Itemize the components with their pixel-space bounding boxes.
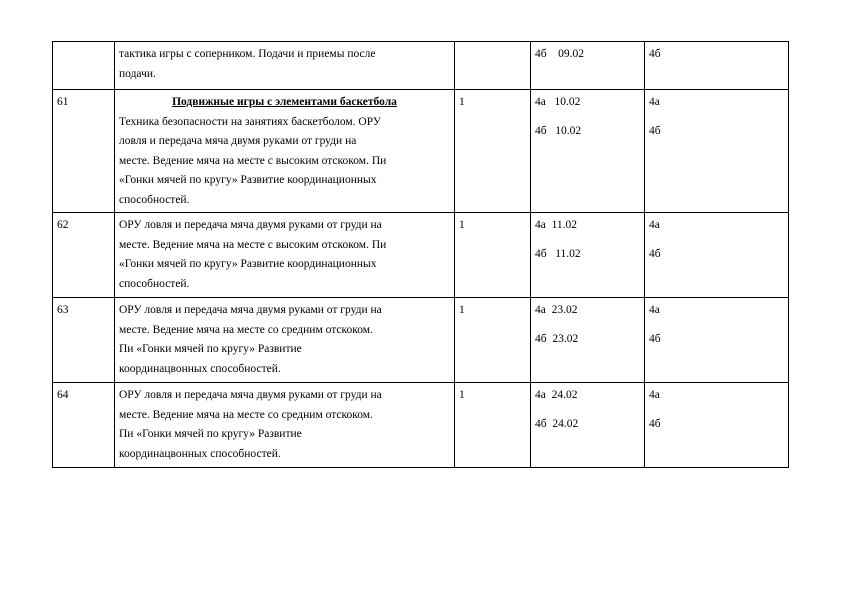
date-cell bbox=[531, 213, 645, 298]
topic-line: ловля и передача мяча двумя руками от груди на bbox=[119, 135, 357, 147]
class-entry: 4б bbox=[649, 124, 661, 137]
hours-cell: 1 bbox=[455, 383, 531, 468]
date-entry: 4б 24.02 bbox=[535, 417, 579, 430]
topic-line: Пи «Гонки мячей по кругу» Развитие bbox=[119, 343, 302, 355]
lesson-number-cell: 63 bbox=[53, 298, 115, 383]
lesson-topic-cell bbox=[115, 298, 455, 383]
topic-line: Пи «Гонки мячей по кругу» Развитие bbox=[119, 428, 302, 440]
hours-cell: 1 bbox=[455, 90, 531, 213]
date-cell bbox=[531, 90, 645, 213]
topic-line: Техника безопасности на занятиях баскетболом. ОРУ bbox=[119, 115, 381, 128]
lesson-number-cell: 62 bbox=[53, 213, 115, 298]
class-entry: 4б bbox=[649, 332, 661, 345]
lesson-topic-cell bbox=[115, 383, 455, 468]
date-cell bbox=[531, 383, 645, 468]
date-entry: 4б 09.02 bbox=[535, 48, 584, 60]
date-entry: 4а 24.02 bbox=[535, 389, 578, 401]
class-entry: 4а bbox=[649, 96, 660, 108]
hours-cell bbox=[455, 42, 531, 90]
lesson-number-cell: 64 bbox=[53, 383, 115, 468]
topic-line: способностей. bbox=[119, 277, 190, 290]
topic-line: месте. Ведение мяча на месте с высоким отскоком. Пи bbox=[119, 154, 387, 167]
table-row bbox=[53, 213, 789, 298]
class-entry: 4б bbox=[649, 48, 661, 60]
table-row bbox=[53, 90, 789, 213]
hours-cell: 1 bbox=[455, 213, 531, 298]
class-entry: 4б bbox=[649, 247, 661, 260]
topic-line: тактика игры с соперником. Подачи и приемы после bbox=[119, 48, 376, 60]
lesson-number-cell: 61 bbox=[53, 90, 115, 213]
lesson-topic-cell bbox=[115, 213, 455, 298]
class-entry: 4а bbox=[649, 389, 660, 401]
topic-line: месте. Ведение мяча на месте с высоким отскоком. Пи bbox=[119, 238, 387, 251]
date-entry: 4б 11.02 bbox=[535, 247, 581, 260]
lesson-topic-cell bbox=[115, 42, 455, 90]
topic-line: координацвонных способностей. bbox=[119, 447, 281, 460]
date-entry: 4а 10.02 bbox=[535, 96, 581, 108]
topic-line: месте. Ведение мяча на месте со средним отскоком. bbox=[119, 323, 373, 336]
class-cell bbox=[645, 383, 789, 468]
class-cell bbox=[645, 298, 789, 383]
date-entry: 4б 23.02 bbox=[535, 332, 579, 345]
topic-line: месте. Ведение мяча на месте со средним отскоком. bbox=[119, 408, 373, 421]
class-cell bbox=[645, 213, 789, 298]
topic-line: ОРУ ловля и передача мяча двумя руками от груди на bbox=[119, 219, 382, 231]
class-cell bbox=[645, 90, 789, 213]
date-entry: 4а 11.02 bbox=[535, 219, 578, 231]
topic-line: ОРУ ловля и передача мяча двумя руками от груди на bbox=[119, 304, 382, 316]
lesson-number-cell bbox=[53, 42, 115, 90]
topic-line: «Гонки мячей по кругу» Развитие координационных bbox=[119, 258, 377, 270]
class-cell bbox=[645, 42, 789, 90]
class-entry: 4а bbox=[649, 304, 660, 316]
class-entry: 4а bbox=[649, 219, 660, 231]
topic-line: подачи. bbox=[119, 67, 156, 80]
lesson-topic-cell bbox=[115, 90, 455, 213]
topic-line: способностей. bbox=[119, 193, 190, 206]
table-row bbox=[53, 42, 789, 90]
date-cell bbox=[531, 298, 645, 383]
table-row bbox=[53, 383, 789, 468]
date-entry: 4а 23.02 bbox=[535, 304, 578, 316]
class-entry: 4б bbox=[649, 417, 661, 430]
lesson-plan-table bbox=[52, 41, 789, 468]
hours-cell: 1 bbox=[455, 298, 531, 383]
topic-line: «Гонки мячей по кругу» Развитие координационных bbox=[119, 174, 377, 186]
date-entry: 4б 10.02 bbox=[535, 124, 582, 137]
section-heading: Подвижные игры с элементами баскетбола bbox=[172, 96, 397, 108]
topic-line: ОРУ ловля и передача мяча двумя руками от груди на bbox=[119, 389, 382, 401]
table-row bbox=[53, 298, 789, 383]
topic-line: координацвонных способностей. bbox=[119, 362, 281, 375]
date-cell bbox=[531, 42, 645, 90]
